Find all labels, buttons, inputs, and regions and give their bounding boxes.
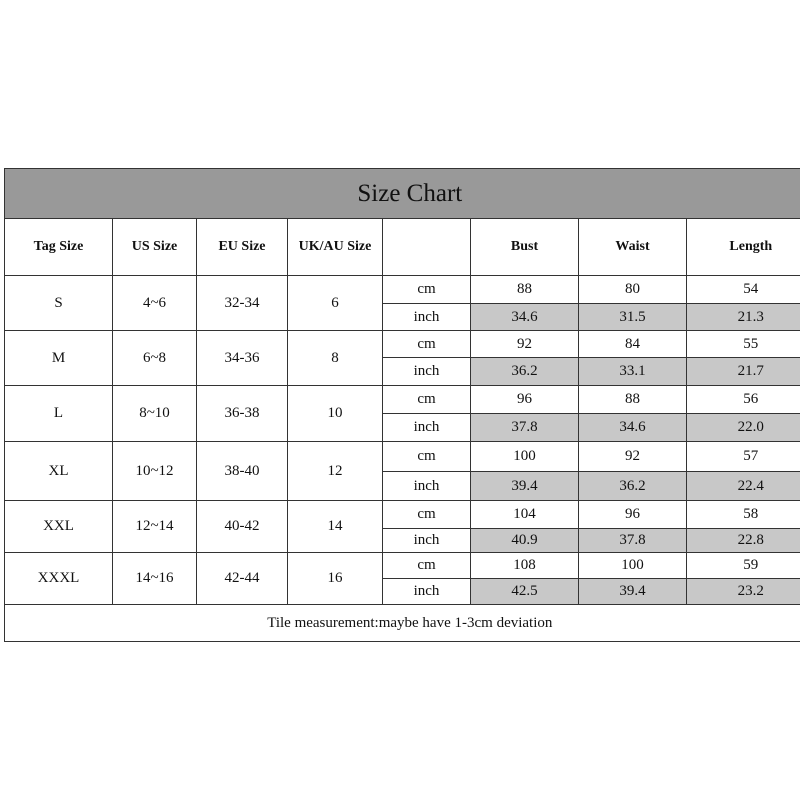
length-cm-cell: 58	[687, 501, 800, 529]
waist-cm-cell: 80	[579, 276, 687, 304]
eu-size-cell: 34-36	[197, 331, 288, 386]
length-inch-cell: 21.3	[687, 304, 800, 331]
waist-inch-cell: 37.8	[579, 529, 687, 553]
waist-inch-cell: 31.5	[579, 304, 687, 331]
header-row	[5, 219, 800, 276]
unit-cell: inch	[383, 472, 471, 501]
uk-au-size-cell: 14	[288, 501, 383, 553]
length-cm-cell: 54	[687, 276, 800, 304]
eu-size-cell: 36-38	[197, 386, 288, 442]
unit-cell: cm	[383, 442, 471, 472]
waist-cm-cell: 100	[579, 553, 687, 579]
length-inch-cell: 22.0	[687, 414, 800, 442]
size-row-cm	[5, 553, 800, 579]
waist-cm-cell: 84	[579, 331, 687, 358]
waist-inch-cell: 39.4	[579, 579, 687, 605]
eu-size-cell: 42-44	[197, 553, 288, 605]
unit-cell: cm	[383, 553, 471, 579]
uk-au-size-cell: 6	[288, 276, 383, 331]
bust-inch-cell: 42.5	[471, 579, 579, 605]
waist-cm-cell: 88	[579, 386, 687, 414]
bust-cm-cell: 92	[471, 331, 579, 358]
length-cm-cell: 57	[687, 442, 800, 472]
waist-cm-cell: 96	[579, 501, 687, 529]
unit-cell: cm	[383, 386, 471, 414]
tag-size-cell: XXXL	[5, 553, 113, 605]
header-us-size: US Size	[113, 219, 197, 276]
size-row-cm	[5, 501, 800, 529]
waist-inch-cell: 36.2	[579, 472, 687, 501]
us-size-cell: 14~16	[113, 553, 197, 605]
bust-inch-cell: 37.8	[471, 414, 579, 442]
header-bust: Bust	[471, 219, 579, 276]
us-size-cell: 8~10	[113, 386, 197, 442]
size-row-cm	[5, 386, 800, 414]
us-size-cell: 10~12	[113, 442, 197, 501]
unit-cell: inch	[383, 304, 471, 331]
tag-size-cell: S	[5, 276, 113, 331]
unit-cell: cm	[383, 501, 471, 529]
bust-cm-cell: 100	[471, 442, 579, 472]
eu-size-cell: 40-42	[197, 501, 288, 553]
bust-cm-cell: 104	[471, 501, 579, 529]
waist-inch-cell: 33.1	[579, 358, 687, 386]
header-eu-size: EU Size	[197, 219, 288, 276]
length-cm-cell: 56	[687, 386, 800, 414]
length-cm-cell: 59	[687, 553, 800, 579]
size-row-cm	[5, 276, 800, 304]
size-row-cm	[5, 331, 800, 358]
eu-size-cell: 32-34	[197, 276, 288, 331]
length-inch-cell: 22.8	[687, 529, 800, 553]
waist-inch-cell: 34.6	[579, 414, 687, 442]
tag-size-cell: XXL	[5, 501, 113, 553]
us-size-cell: 12~14	[113, 501, 197, 553]
size-row-cm	[5, 442, 800, 472]
tag-size-cell: XL	[5, 442, 113, 501]
eu-size-cell: 38-40	[197, 442, 288, 501]
bust-cm-cell: 96	[471, 386, 579, 414]
header-waist: Waist	[579, 219, 687, 276]
header-unit	[383, 219, 471, 276]
tag-size-cell: L	[5, 386, 113, 442]
tag-size-cell: M	[5, 331, 113, 386]
us-size-cell: 6~8	[113, 331, 197, 386]
size-chart	[4, 168, 800, 642]
header-tag-size: Tag Size	[5, 219, 113, 276]
uk-au-size-cell: 8	[288, 331, 383, 386]
unit-cell: inch	[383, 358, 471, 386]
size-chart-table	[4, 168, 800, 642]
unit-cell: inch	[383, 414, 471, 442]
length-inch-cell: 21.7	[687, 358, 800, 386]
length-inch-cell: 23.2	[687, 579, 800, 605]
waist-cm-cell: 92	[579, 442, 687, 472]
bust-inch-cell: 36.2	[471, 358, 579, 386]
bust-inch-cell: 40.9	[471, 529, 579, 553]
bust-cm-cell: 108	[471, 553, 579, 579]
uk-au-size-cell: 12	[288, 442, 383, 501]
length-inch-cell: 22.4	[687, 472, 800, 501]
header-length: Length	[687, 219, 800, 276]
header-uk-au-size: UK/AU Size	[288, 219, 383, 276]
bust-cm-cell: 88	[471, 276, 579, 304]
uk-au-size-cell: 10	[288, 386, 383, 442]
uk-au-size-cell: 16	[288, 553, 383, 605]
unit-cell: cm	[383, 331, 471, 358]
bust-inch-cell: 34.6	[471, 304, 579, 331]
unit-cell: inch	[383, 529, 471, 553]
bust-inch-cell: 39.4	[471, 472, 579, 501]
unit-cell: cm	[383, 276, 471, 304]
length-cm-cell: 55	[687, 331, 800, 358]
unit-cell: inch	[383, 579, 471, 605]
chart-title: Size Chart	[5, 169, 800, 219]
us-size-cell: 4~6	[113, 276, 197, 331]
measurement-note: Tile measurement:maybe have 1-3cm deviation	[5, 605, 800, 642]
